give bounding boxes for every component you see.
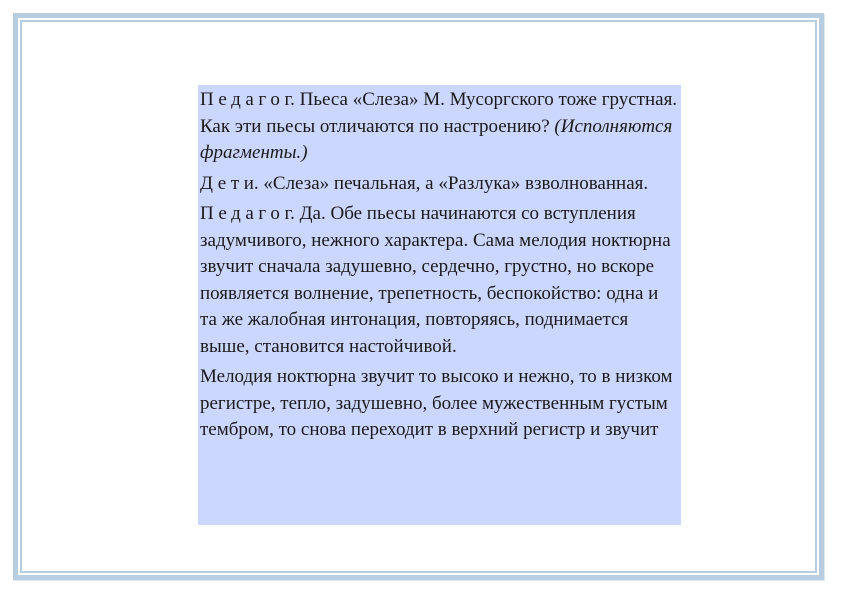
speaker-label-teacher: Педаго (200, 89, 285, 110)
paragraph-text: «Слеза» печальная, а «Разлука» взволнованная. (258, 172, 649, 194)
paragraph-description (200, 364, 679, 444)
speaker-label-teacher-tail: г. (284, 89, 295, 110)
paragraph-children (200, 171, 679, 198)
dialogue-text-block (198, 85, 681, 525)
paragraph-text: Пьеса «Слеза» М. Мусоргского тоже грустная. Как эти пьесы отличаются по настроению? (200, 89, 678, 137)
speaker-label-teacher-tail: г. (284, 203, 295, 224)
stage-direction: (Исполняются фрагменты.) (200, 115, 673, 163)
paragraph-teacher-1 (200, 87, 679, 167)
paragraph-text: Мелодия ноктюрна звучит то высоко и нежно, то в низком регистре, тепло, задушевно, более мужественным густым тембром, то снова переходит в верхний регистр и звучит (200, 366, 673, 440)
speaker-label-children-tail: и. (243, 172, 259, 194)
paragraph-teacher-2 (200, 201, 679, 360)
speaker-label-teacher: Педаго (200, 203, 285, 224)
speaker-label-children: Дет (200, 172, 244, 194)
paragraph-text: Да. Обе пьесы начинаются со вступления задумчивого, нежного характера. Сама мелодия ноктюрна звучит сначала задушевно, сердечно, грустно, но вскоре появляется волнение, трепетность, беспокойство: одна и та же жалобная интонация, повторяясь, поднимается выше, становится настойчивой. (200, 203, 671, 357)
